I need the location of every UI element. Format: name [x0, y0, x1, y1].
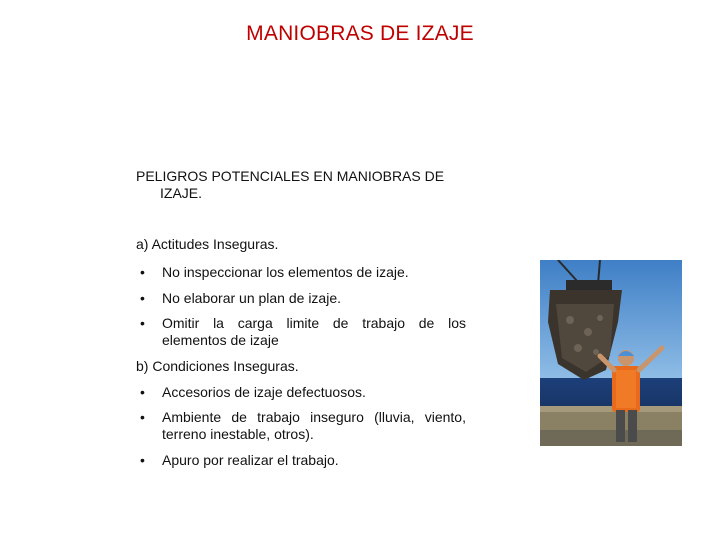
- list-item-text: Apuro por realizar el trabajo.: [162, 452, 339, 468]
- section-b-label: b) Condiciones Inseguras.: [136, 358, 299, 374]
- list-item-text-continued: elementos de izaje: [162, 332, 279, 348]
- list-item-text: No elaborar un plan de izaje.: [162, 290, 342, 306]
- list-item-text: Ambiente de trabajo inseguro (lluvia, viento,: [162, 409, 466, 425]
- heading-line-1: PELIGROS POTENCIALES EN MANIOBRAS DE: [136, 168, 445, 184]
- bullet-icon: •: [140, 452, 145, 468]
- section-heading: [136, 168, 466, 202]
- list-item-text: Accesorios de izaje defectuosos.: [162, 384, 366, 400]
- list-item-text: Omitir la carga limite de trabajo de los: [162, 315, 466, 331]
- lifting-operation-photo: [540, 260, 682, 446]
- bullet-icon: •: [140, 290, 145, 306]
- slide-title: MANIOBRAS DE IZAJE: [246, 22, 474, 45]
- bullet-icon: •: [140, 315, 145, 331]
- bullet-icon: •: [140, 384, 145, 400]
- list-item-text: No inspeccionar los elementos de izaje.: [162, 264, 409, 280]
- bullet-icon: •: [140, 409, 145, 425]
- section-a-label: a) Actitudes Inseguras.: [136, 236, 279, 252]
- list-item-text-continued: terreno inestable, otros).: [162, 426, 314, 442]
- bullet-icon: •: [140, 264, 145, 280]
- heading-line-2: IZAJE.: [160, 185, 203, 201]
